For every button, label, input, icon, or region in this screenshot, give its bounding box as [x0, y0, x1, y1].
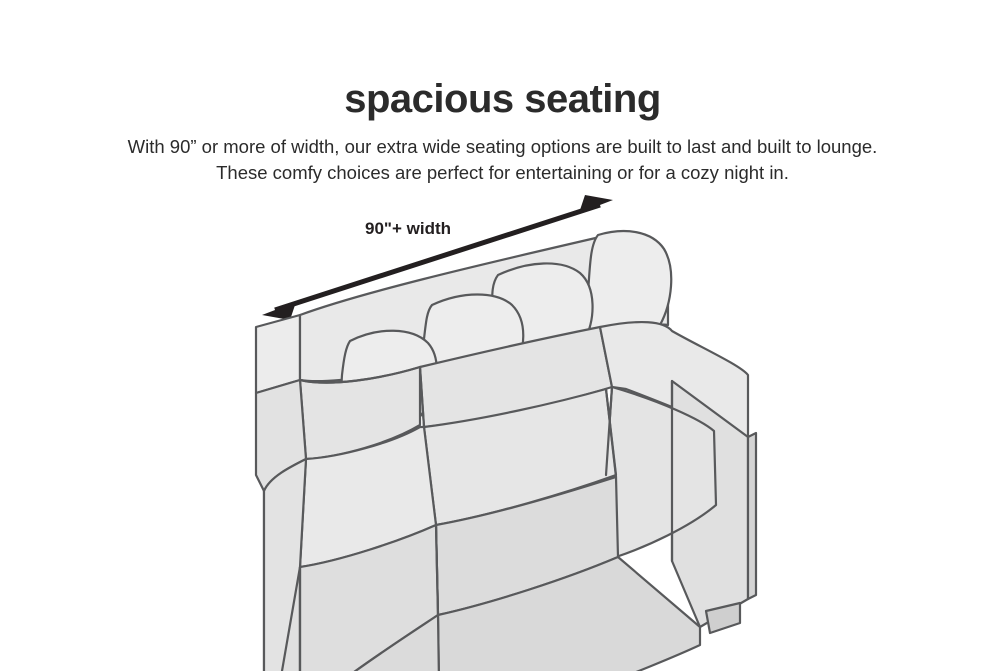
- sofa-diagram: [0, 175, 1005, 671]
- sofa-line-drawing-icon: [0, 175, 1005, 671]
- description-line-2: These comfy choices are perfect for entertaining or for a cozy night in.: [216, 162, 789, 184]
- dimension-label: 90"+ width: [365, 219, 451, 238]
- page-title: spacious seating: [344, 76, 661, 121]
- description-line-1: With 90” or more of width, our extra wide seating options are built to last and built to lounge.: [127, 135, 878, 157]
